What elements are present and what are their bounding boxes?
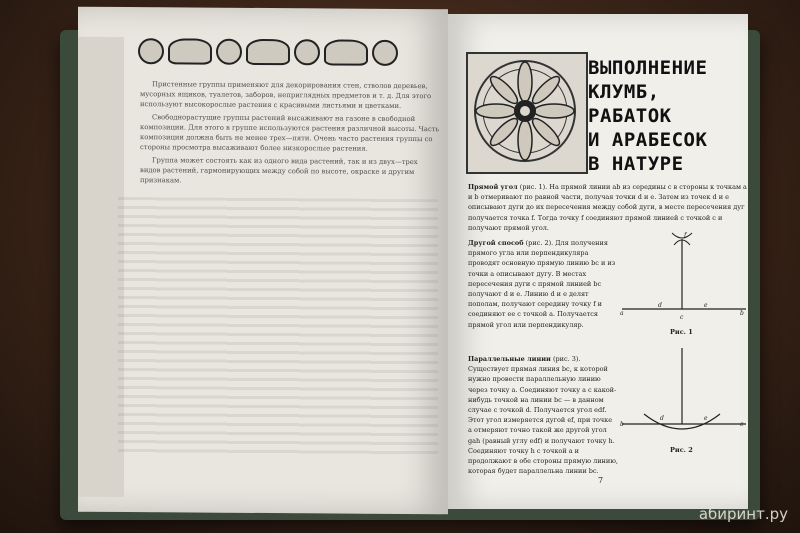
left-page [78, 7, 448, 515]
ornament-icon [138, 38, 164, 64]
title-line: РАБАТОК [588, 105, 672, 127]
ornament-icon [216, 39, 242, 65]
page-title [588, 56, 738, 176]
title-line: И АРАБЕСОК [588, 129, 708, 151]
para-label: Прямой угол [468, 183, 518, 191]
figure-1-diagram [620, 229, 748, 329]
para-text: (рис. 3). Существует прямая линия bc, к которой нужно провести параллельную линию через точку a. Соединяют точку a с какой-нибудь точкой на линии bc — в данном случае с точкой d. Получается угол edf. Этот угол измеряется дугой ef, при точке a отмеряют точно такой же другой угол gah (равный углу edf) и получают точку h. Соединяют точку h с точкой a и продолжают в обе стороны прямую линию, которая будет параллельна линии bc. [468, 355, 618, 476]
svg-text:c: c [680, 314, 684, 321]
para-text: (рис. 2). Для получения прямого угла или перпендикуляра проводят основную прямую линию bc и из точки a описывают дугу. В местах пересечения дуги с прямой линией bc получают d и e. Линию d и e делят пополам, получают середину точку f и соединяют ее с точкой a. Получается прямой угол или перпендикуляр. [468, 239, 616, 329]
ornament-medallion [466, 52, 588, 174]
open-book [60, 8, 760, 523]
paragraph: Группа может состоять как из одного вида растений, так и из двух—трех видов растений, гармонирующих между собой по высоте, окраске и другим признакам. [140, 156, 418, 185]
svg-text:e: e [704, 415, 708, 422]
ornament-header [138, 37, 438, 67]
title-line: КЛУМБ, [588, 81, 660, 103]
ornament-icon [246, 39, 290, 65]
svg-text:b: b [620, 421, 624, 428]
title-line: ВЫПОЛНЕНИЕ [588, 57, 708, 79]
figure-1-caption: Рис. 1 [670, 328, 693, 336]
title-line: В НАТУРЕ [588, 153, 684, 175]
figure-2-diagram [620, 344, 748, 444]
ornament-icon [168, 38, 212, 64]
para-text: (рис. 1). На прямой линии ab из середины c в стороны к точкам a и b отмеривают по равной части, получая точки d и e. Затем из точек d и e описывают дуги до их пересечения между собой дуги, в месте пересечения дуг получается точка f. Тогда точку f соединяют прямой линией с точкой c и получают прямой угол. [468, 183, 747, 232]
svg-text:e: e [704, 302, 708, 309]
ornament-icon [324, 39, 368, 65]
paragraph: Свободнорастущие группы растений высаживают на газоне в свободной композиции. Для этого в группе используются растения различной высоты. Часть композиции должна быть не менее трех—пяти. Очень часто растения группы со стороны просмотра высаживают более низкорослые растения. [140, 113, 440, 153]
right-page [448, 14, 748, 509]
svg-text:f: f [684, 232, 687, 239]
left-body-text [140, 79, 440, 190]
paragraph: Пристенные группы применяют для декорирования стен, стволов деревьев, мусорных ящиков, туалетов, заборов, неприглядных предметов и т. д. Для этого используют высокорослые растения с красивыми листьями и цветками. [140, 80, 432, 110]
paragraph-other-method [468, 238, 618, 330]
svg-text:c: c [740, 421, 744, 428]
figure-2-caption: Рис. 2 [670, 446, 693, 454]
para-label: Другой способ [468, 239, 524, 247]
svg-text:d: d [658, 302, 662, 309]
ornament-icon [372, 40, 398, 66]
svg-text:b: b [740, 310, 744, 317]
svg-text:a: a [620, 310, 624, 317]
paragraph-parallel [468, 354, 618, 476]
svg-text:d: d [660, 415, 664, 422]
flower-ornament-icon [468, 54, 582, 168]
paragraph-right-angle [468, 182, 748, 233]
para-label: Параллельные линии [468, 355, 551, 363]
show-through-text [118, 197, 438, 459]
page-number: 7 [598, 476, 604, 485]
watermark: абиринт.ру [698, 505, 788, 523]
ornament-icon [294, 39, 320, 65]
